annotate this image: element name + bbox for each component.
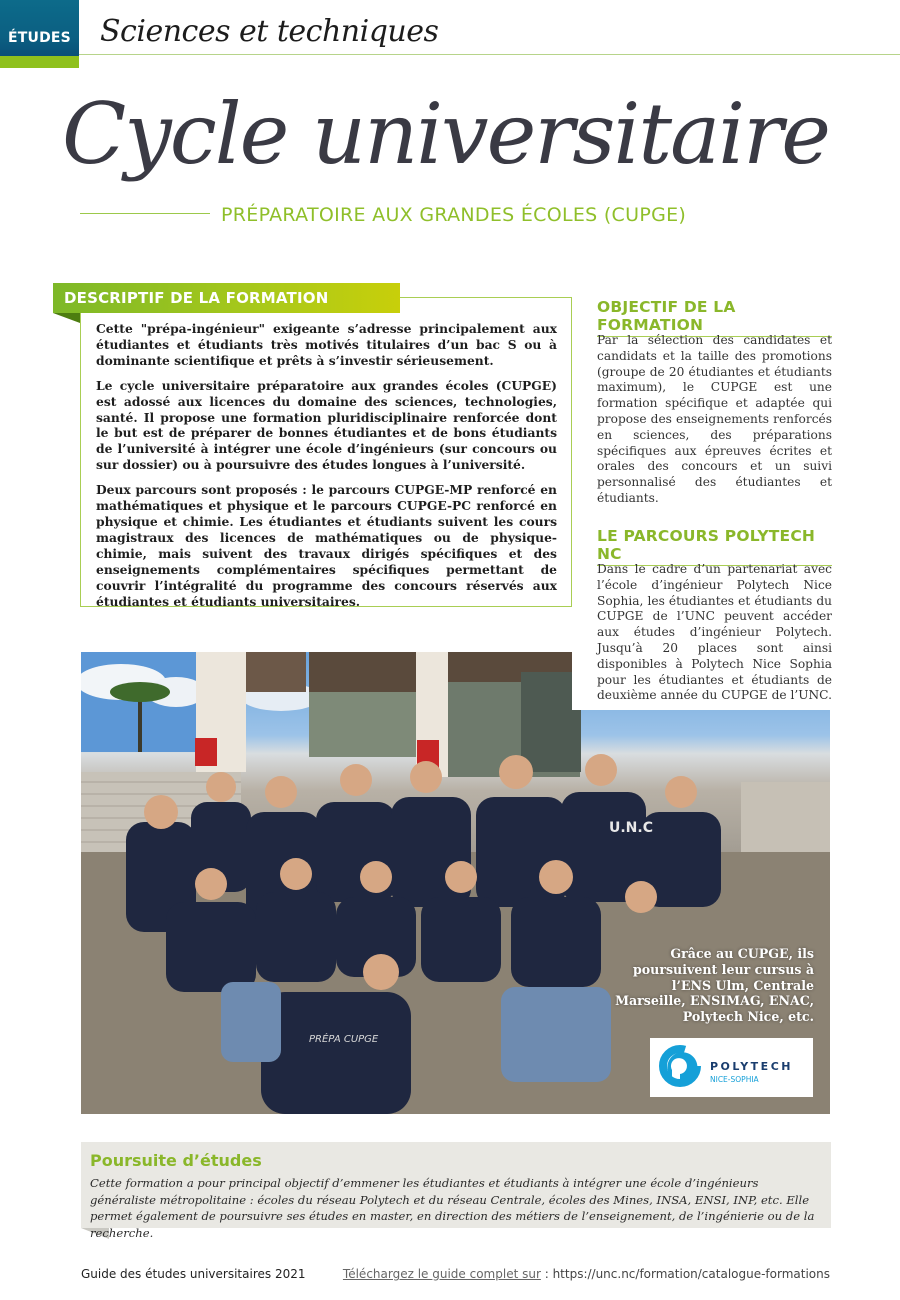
descriptif-heading: DESCRIPTIF DE LA FORMATION <box>64 289 329 307</box>
section-name: Sciences et techniques <box>100 14 439 49</box>
section-tab-label: ÉTUDES <box>8 30 71 46</box>
footer-download <box>343 1267 830 1281</box>
section-tab <box>0 0 79 68</box>
title-divider <box>80 213 210 214</box>
shirt-text-prepa: PRÉPA CUPGE <box>309 1034 379 1045</box>
objectif-body: Par la sélection des candidates et candidats et la taille des promotions (groupe de 20 étudiantes et étudiants maximum), le CUPGE est une formation spécifique et adaptée qui propose des enseignements renforcés en sciences, des préparations spécifiques aux épreuves écrites et orales des concours et un suivi personnalisé des étudiantes et étudiants. <box>597 333 832 505</box>
footer-url[interactable]: https://unc.nc/formation/catalogue-formations <box>552 1267 830 1281</box>
descriptif-paragraph: Le cycle universitaire préparatoire aux grandes écoles (CUPGE) est adossé aux licences du domaine des sciences, technologies, santé. Il propose une formation pluridisciplinaire renforcée dont le but est de préparer de bonnes étudiantes et de bons étudiants de l’université à intégrer une école d’ingénieurs (sur concours ou sur dossier) ou à poursuivre des études longues à l’université. <box>96 377 557 473</box>
footer-guide-title: Guide des études universitaires 2021 <box>81 1267 306 1281</box>
polytech-heading: LE PARCOURS POLYTECH NC <box>597 527 832 566</box>
shirt-text-unc: U.N.C <box>609 820 653 836</box>
page-title: Cycle universitaire <box>62 85 829 183</box>
objectif-heading: OBJECTIF DE LA FORMATION <box>597 298 832 337</box>
descriptif-paragraph: Cette "prépa-ingénieur" exigeante s’adresse principalement aux étudiantes et étudiants très motivés titulaires d’un bac S ou à dominante scientifique et prêts à s’investir sérieusement. <box>96 321 557 368</box>
descriptif-banner <box>53 283 400 313</box>
photo-caption: Grâce au CUPGE, ils poursuivent leur cursus à l’ENS Ulm, Centrale Marseille, ENSIMAG, ENAC, Polytech Nice, etc. <box>615 946 814 1025</box>
footer-separator: : <box>540 1267 553 1281</box>
polytech-logo-sub: NICE-SOPHIA <box>710 1075 759 1084</box>
poursuite-body: Cette formation a pour principal objectif d’emmener les étudiantes et étudiants à intégrer une école d’ingénieurs généraliste métropolitaine : écoles du réseau Polytech et du réseau Centrale, écoles des Mines, INSA, ENSI, INP, etc. Elle permet également de poursuivre ses études en master, en direction des métiers de l’enseignement, de l’ingénierie ou de la recherche. <box>90 1176 815 1240</box>
descriptif-paragraph: Deux parcours sont proposés : le parcours CUPGE-MP renforcé en mathématiques et physique et le parcours CUPGE-PC renforcé en physique et chimie. Les étudiantes et étudiants suivent les cours magistraux des licences de mathématiques ou de physique-chimie, mais suivent des travaux dirigés spécifiques et des enseignements complémentaires spécifiques permettant de couvrir l’intégralité du programme des concours réservés aux étudiantes et étudiants universitaires. <box>96 482 557 609</box>
polytech-logo-mark-icon <box>650 1038 813 1097</box>
polytech-body: Dans le cadre d’un partenariat avec l’école d’ingénieur Polytech Nice Sophia, les étudiantes et étudiants du CUPGE de l’UNC peuvent accéder aux études d’ingénieur Polytech. Jusqu’à 20 places sont ainsi disponibles à Polytech Nice Sophia pour les étudiantes et étudiants de deuxième année du CUPGE de l’UNC. <box>597 562 832 703</box>
poursuite-heading: Poursuite d’études <box>90 1151 262 1170</box>
polytech-logo-name: POLYTECH <box>710 1060 793 1073</box>
header-divider <box>79 54 900 55</box>
polytech-logo <box>650 1038 813 1097</box>
banner-fold-corner <box>53 313 80 323</box>
descriptif-body <box>96 321 557 618</box>
page-subtitle: PRÉPARATOIRE AUX GRANDES ÉCOLES (CUPGE) <box>221 204 687 226</box>
footer-download-link[interactable]: Téléchargez le guide complet sur <box>342 1267 541 1281</box>
